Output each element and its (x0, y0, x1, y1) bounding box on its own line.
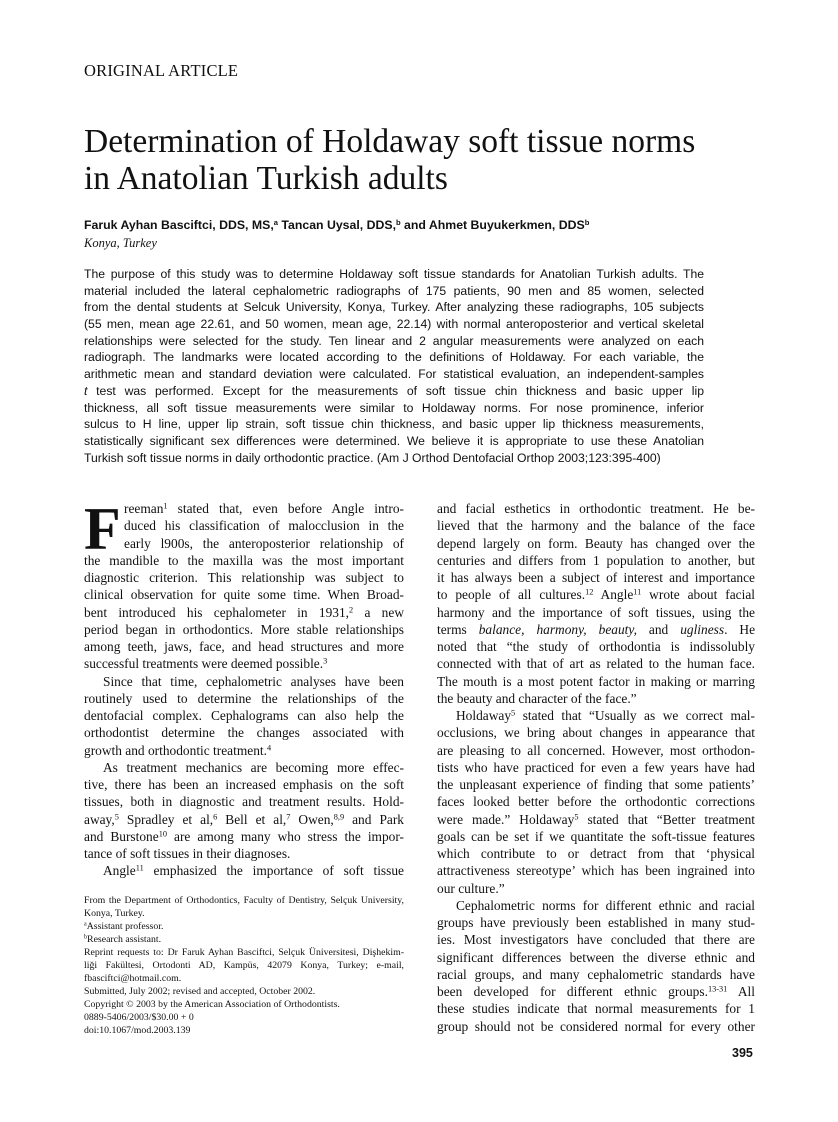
text-run: to people of all cultures. (437, 587, 586, 603)
text-line (84, 655, 404, 672)
author-location: Konya, Turkey (84, 236, 157, 250)
text-run: emphasized the importance of soft tissue (143, 863, 404, 879)
text-run: racial groups, and many cephalometric standards have (437, 966, 755, 982)
superscript-reference: 4 (266, 742, 272, 752)
text-line (84, 724, 404, 741)
text-run: which contribute to or detract from that ‘physical (437, 846, 755, 861)
text-line (437, 655, 755, 672)
text-line (437, 793, 755, 810)
text-run: As treatment mechanics are becoming more effec- (103, 759, 404, 775)
text-line (437, 776, 755, 793)
text-line (84, 920, 404, 933)
text-line (437, 1000, 755, 1017)
text-line (437, 724, 755, 741)
text-run: fbasciftci@hotmail.com. (84, 973, 182, 984)
text-line (437, 621, 755, 638)
author-list (84, 218, 589, 232)
superscript-reference: 13-31 (707, 984, 728, 994)
text-run: been developed for different ethnic groups. (437, 984, 708, 999)
text-line (437, 759, 755, 776)
text-line (437, 707, 755, 724)
text-run: tance of soft tissues in their diagnoses. (84, 846, 291, 861)
superscript-reference: 1 (163, 501, 168, 511)
text-run: reeman (124, 501, 164, 516)
text-run: and Ahmet Buyukerkmen, DDS (400, 218, 585, 232)
text-run: liği Fakültesi, Ortodonti AD, Kampüs, 42079 Konya, Turkey; e-mail, (84, 960, 404, 971)
superscript-reference: a (273, 217, 278, 227)
text-line (84, 907, 404, 920)
text-line (437, 983, 755, 1000)
text-run: stated that “Usually as we correct mal- (515, 708, 755, 723)
italic-text: harmony, (536, 621, 587, 637)
text-run: bent introduced his cephalometer in 1931, (84, 604, 350, 620)
text-line (437, 828, 755, 845)
text-line (84, 1011, 404, 1024)
text-run: the unpleasant experience of finding that some patients’ (437, 777, 755, 792)
text-line (84, 433, 704, 450)
text-run: . He (724, 621, 756, 637)
text-run: were made.” Holdaway (437, 811, 575, 827)
italic-text: beauty, (598, 621, 637, 637)
text-run: occlusions, we bring about changes in appearance that (437, 725, 755, 741)
superscript-reference: b (84, 934, 88, 941)
text-run: a new (353, 604, 404, 620)
text-run: stated that “Better treatment (578, 811, 755, 827)
text-run: test was performed. Except for the measurements of soft tissue chin thickness and basic upper lip (87, 383, 704, 398)
text-line (84, 621, 404, 638)
text-run: are among many who stress the impor- (167, 828, 404, 844)
text-line (84, 316, 704, 333)
text-run: Spradley et al, (118, 811, 214, 827)
text-run: Tancan Uysal, DDS, (277, 218, 396, 232)
italic-text: t (84, 383, 88, 398)
superscript-reference: 5 (114, 811, 119, 821)
text-run: dentofacial complex. Cephalograms can also help the (84, 708, 404, 723)
text-line (84, 638, 404, 655)
text-line (437, 569, 755, 586)
text-run: Holdaway (456, 708, 512, 723)
text-line (84, 894, 404, 907)
footnotes (84, 894, 404, 1037)
article-type-label: ORIGINAL ARTICLE (84, 61, 239, 80)
text-run: the mandible to the maxilla was the most important (84, 552, 404, 568)
text-run: sulcus to H line, upper lip strain, soft tissue chin thickness, and basic upper lip thickness measurements, (84, 417, 704, 432)
text-line (437, 586, 755, 603)
superscript-reference: 2 (349, 604, 354, 614)
text-run: orthodontist determine the changes associated with (84, 725, 404, 741)
text-line (84, 776, 404, 793)
text-line (84, 569, 404, 586)
text-line (437, 897, 755, 914)
body-column-left (84, 496, 404, 880)
text-line (437, 690, 755, 707)
text-line (437, 604, 755, 621)
text-line (84, 552, 404, 569)
abstract (84, 266, 704, 466)
text-line (437, 811, 755, 828)
text-run: duced his classification of malocclusion in the (124, 518, 404, 534)
text-run: Submitted, July 2002; revised and accepted, October 2002. (84, 986, 316, 997)
text-run (524, 622, 536, 637)
text-line (84, 946, 404, 959)
text-run (587, 622, 599, 637)
superscript-reference: 10 (158, 829, 167, 839)
superscript-reference: 7 (286, 811, 291, 821)
superscript-reference: 3 (323, 656, 328, 666)
article-title (84, 123, 695, 197)
superscript-reference: b (584, 217, 590, 227)
text-line (84, 349, 704, 366)
text-line (437, 845, 755, 862)
italic-text: balance, (478, 621, 525, 637)
text-line (437, 552, 755, 569)
text-run: ies. Most investigators have concluded that there are (437, 932, 755, 948)
text-run: harmony and the importance of soft tissues, using the (437, 604, 755, 620)
text-line (84, 707, 404, 724)
text-run: and Burstone (84, 828, 159, 844)
text-line (84, 333, 704, 350)
text-run: groups have previously been established in many stud- (437, 915, 755, 930)
text-line (84, 366, 704, 383)
text-line (84, 793, 404, 810)
text-line (437, 517, 755, 534)
text-line (437, 914, 755, 931)
text-run: terms (437, 621, 479, 637)
text-line (84, 416, 704, 433)
page-number: 395 (732, 1046, 753, 1060)
text-line (124, 500, 404, 517)
text-run: away, (84, 811, 115, 827)
text-line (124, 517, 404, 534)
text-line (84, 998, 404, 1011)
text-run: Owen, (290, 811, 334, 827)
text-run: goals can be set if we quantitate the soft-tissue features (437, 828, 755, 844)
text-line (84, 1024, 404, 1037)
text-run: relationships were selected for the study. Ten linear and 2 angular measurements were analyzed on each (84, 333, 704, 348)
text-run: group should not be considered normal for every other (437, 1018, 755, 1034)
text-line (84, 811, 404, 828)
text-run: successful treatments were deemed possible. (84, 656, 324, 672)
text-line (84, 845, 404, 862)
text-line (84, 759, 404, 776)
text-line (437, 880, 755, 897)
text-run: the beauty and character of the face.” (437, 690, 637, 706)
text-line (84, 283, 704, 300)
text-run: All (727, 984, 755, 999)
text-line (84, 383, 704, 400)
title-line-2: in Anatolian Turkish adults (84, 160, 448, 197)
text-line (437, 742, 755, 759)
text-run: it has always been a subject of interest and importance (437, 570, 755, 585)
text-run: and Park (344, 811, 404, 827)
text-line (437, 949, 755, 966)
text-run: Turkish soft tissue norms in daily orthodontic practice. (Am J Orthod Dentofacial Orthop 2003;123:395-400) (84, 450, 661, 465)
text-run: growth and orthodontic treatment. (84, 742, 267, 758)
text-line (84, 742, 404, 759)
text-run: clinical observation for quite some time. When Broad- (84, 587, 404, 603)
text-line (437, 1018, 755, 1035)
text-line (84, 266, 704, 283)
text-line (84, 985, 404, 998)
text-run: Reprint requests to: Dr Faruk Ayhan Basciftci, Selçuk Üniversitesi, Dişhekim- (84, 947, 404, 958)
text-run: thickness, all soft tissue measurements were similar to Holdaway norms. For nose prominence, inferior (84, 400, 704, 415)
title-line-1: Determination of Holdaway soft tissue norms (84, 123, 696, 160)
text-run: Cephalometric norms for different ethnic and racial (456, 897, 755, 913)
text-run: centuries and differs from 1 population to another, but (437, 552, 755, 568)
text-run: significant differences between the diverse ethnic and (437, 949, 755, 965)
italic-text: ugliness (680, 621, 725, 637)
superscript-reference: 11 (135, 863, 144, 873)
text-line (84, 862, 404, 879)
text-run: wrote about facial (641, 587, 755, 603)
text-line (84, 972, 404, 985)
text-run: period began in orthodontics. More stable relationships (84, 621, 404, 637)
text-run: The mouth is a most potent factor in making or marring (437, 673, 755, 689)
superscript-reference: 6 (213, 811, 218, 821)
text-line (124, 535, 404, 552)
text-run: doi:10.1067/mod.2003.139 (84, 1025, 191, 1036)
drop-cap: F (84, 496, 121, 562)
text-line (84, 586, 404, 603)
text-run: lieved that the harmony and the balance of the face (437, 518, 755, 534)
text-run: material included the lateral cephalometric radiographs of 175 patients, 90 men and 85 women, selected (84, 283, 704, 298)
superscript-reference: b (395, 217, 401, 227)
text-run: are pleasing to all concerned. However, most orthodon- (437, 742, 755, 758)
text-run: attractiveness stereotype’ which has been ingrained into (437, 863, 755, 879)
text-run: connected with that of art as related to the human face. (437, 656, 755, 672)
text-run: Assistant professor. (86, 921, 164, 932)
superscript-reference: 12 (585, 587, 594, 597)
text-line (84, 828, 404, 845)
text-run: Faruk Ayhan Basciftci, DDS, MS, (84, 218, 274, 232)
text-line (84, 673, 404, 690)
text-line (437, 862, 755, 879)
text-run: tissues, both in diagnostic and treatment results. Hold- (84, 794, 404, 810)
text-run: Research assistant. (87, 934, 162, 945)
text-run: our culture.” (437, 880, 505, 896)
text-line (84, 933, 404, 946)
text-line (437, 966, 755, 983)
text-line (437, 535, 755, 552)
text-run: diagnostic criterion. This relationship was subject to (84, 570, 404, 585)
text-line (84, 604, 404, 621)
text-line (84, 690, 404, 707)
text-run: and (636, 621, 681, 637)
text-run: Since that time, cephalometric analyses have been (103, 673, 404, 689)
text-run: among teeth, jaws, face, and head structures and more (84, 639, 404, 654)
superscript-reference: 5 (574, 811, 579, 821)
text-line (437, 638, 755, 655)
text-line (84, 450, 704, 467)
text-run: statistically significant sex differences were determined. We believe it is appropriate to use these Anatolian (84, 433, 704, 448)
text-run: 0889-5406/2003/$30.00 + 0 (84, 1012, 194, 1023)
text-run: radiograph. The landmarks were located according to the definitions of Holdaway. For each variable, the (84, 350, 704, 365)
text-run: Konya, Turkey. (84, 908, 145, 919)
text-run: Copyright © 2003 by the American Association of Orthodontists. (84, 999, 340, 1010)
text-run: routinely used to determine the relationships of the (84, 690, 404, 706)
text-line (437, 673, 755, 690)
text-run: faces looked better before the orthodontic corrections (437, 794, 755, 810)
text-run: Angle (103, 863, 136, 879)
text-line (84, 299, 704, 316)
text-run: From the Department of Orthodontics, Faculty of Dentistry, Selçuk University, (84, 895, 404, 906)
text-run: tists who have practiced for even a few years have had (437, 759, 755, 775)
superscript-reference: 11 (633, 587, 642, 597)
text-run: depend largely on form. Beauty has changed over the (437, 535, 755, 551)
text-run: from the dental students at Selcuk University, Konya, Turkey. After analyzing these radiographs, 105 subjects (84, 300, 704, 315)
text-run: The purpose of this study was to determine Holdaway soft tissue standards for Anatolian Turkish adults. The (84, 267, 704, 281)
superscript-reference: a (84, 921, 87, 928)
text-line (84, 400, 704, 417)
body-column-right (437, 500, 755, 1035)
text-run: arithmetic mean and standard deviation were calculated. For statistical evaluation, an independent-samples (84, 367, 704, 382)
text-run: stated that, even before Angle intro- (167, 501, 404, 516)
superscript-reference: 5 (511, 708, 516, 718)
text-run: early l900s, the anteroposterior relationship of (124, 535, 404, 551)
text-run: these studies indicate that normal measurements for 1 (437, 1001, 755, 1017)
text-run: (55 men, mean age 22.61, and 50 women, mean age, 22.14) with normal anteroposterior and vertical skeletal (84, 317, 704, 332)
text-line (437, 500, 755, 517)
text-run: noted that “the study of orthodontia is indissolubly (437, 639, 755, 654)
text-run: Bell et al, (217, 811, 287, 827)
text-run: Angle (593, 587, 634, 603)
text-run: tive, there has been an increased emphasis on the soft (84, 777, 404, 792)
text-run: and facial esthetics in orthodontic treatment. He be- (437, 501, 755, 516)
superscript-reference: 8,9 (333, 811, 345, 821)
text-line (437, 931, 755, 948)
text-line (84, 959, 404, 972)
